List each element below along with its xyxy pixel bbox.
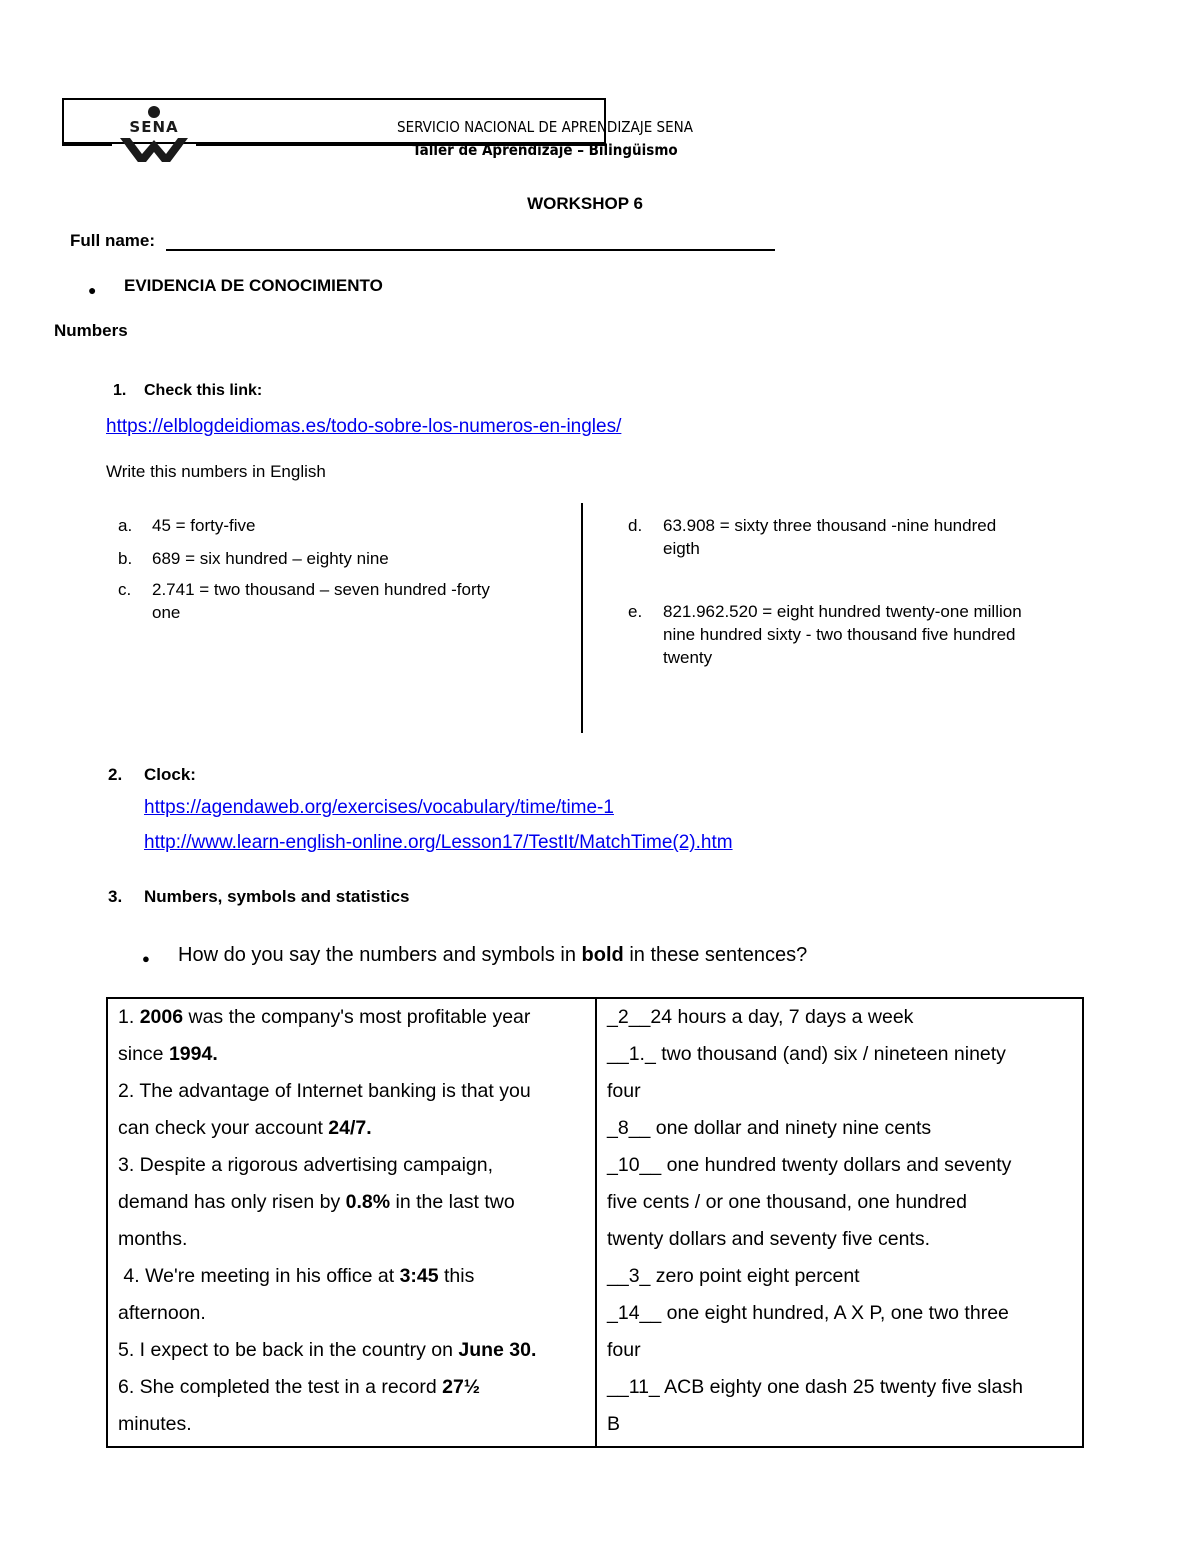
sentence-line (118, 1295, 585, 1332)
table-row (107, 998, 1083, 1447)
sentence-text: months. (118, 1228, 188, 1250)
sentences-cell (107, 998, 596, 1447)
q2-link-agendaweb[interactable]: https://agendaweb.org/exercises/vocabulary/time/time-1 (144, 797, 614, 818)
list-item-text: eigth (663, 539, 700, 558)
sentence-line (118, 1110, 585, 1147)
list-marker: e. (628, 602, 643, 621)
section-heading: EVIDENCIA DE CONOCIMIENTO (124, 276, 383, 295)
answer-line: __1._ two thousand (and) six / nineteen ninety (607, 1043, 1006, 1065)
sentence-line (118, 1036, 585, 1073)
sentence-line (118, 1073, 585, 1110)
sentence-text: was the company's most profitable year (183, 1006, 531, 1028)
sentence-line (118, 1184, 585, 1221)
q1-instruction: Write this numbers in English (106, 462, 326, 481)
q1-link[interactable]: https://elblogdeidiomas.es/todo-sobre-los-numeros-en-ingles/ (106, 416, 622, 437)
bullet-icon: ● (142, 951, 150, 966)
list-item-text: 63.908 = sixty three thousand -nine hundred (663, 516, 997, 535)
sentence-bold: 3:45 (399, 1265, 439, 1287)
sentence-line (118, 1147, 585, 1184)
column-divider (581, 503, 583, 733)
q3-label: Numbers, symbols and statistics (144, 887, 410, 906)
bullet-icon: ● (88, 282, 97, 298)
prompt-text: in these sentences? (623, 944, 808, 966)
list-item-text: twenty (663, 648, 713, 667)
logo-line-left (62, 144, 112, 146)
list-item-text: nine hundred sixty - two thousand five hundred (663, 625, 1016, 644)
sentence-text: 5. I expect to be back in the country on (118, 1339, 459, 1361)
q3-number: 3. (108, 887, 123, 906)
list-item-text: 689 = six hundred – eighty nine (152, 549, 389, 568)
full-name-field[interactable] (166, 249, 775, 251)
answer-line: five cents / or one thousand, one hundred (607, 1191, 967, 1213)
list-marker: b. (118, 549, 133, 568)
workshop-subtitle: Taller de Aprendizaje – Bilingüismo (412, 141, 678, 159)
q2-link-learn-english[interactable]: http://www.learn-english-online.org/Lesson17/TestIt/MatchTime(2).htm (144, 832, 733, 853)
answer-line: twenty dollars and seventy five cents. (607, 1228, 930, 1250)
sentence-line (118, 1221, 585, 1258)
sentence-bold: 0.8% (345, 1191, 391, 1213)
sena-logo (112, 104, 196, 166)
sentence-text: in the last two (390, 1191, 515, 1213)
sentence-text: demand has only risen by (118, 1191, 346, 1213)
answers-cell (596, 998, 1083, 1447)
sentence-text: can check your account (118, 1117, 329, 1139)
sentence-text: afternoon. (118, 1302, 206, 1324)
prompt-bold: bold (581, 944, 624, 966)
q1-label: Check this link: (144, 382, 263, 399)
sentence-text: this (438, 1265, 475, 1287)
answer-line: _14__ one eight hundred, A X P, one two three (607, 1302, 1009, 1324)
answer-line: _8__ one dollar and ninety nine cents (607, 1117, 932, 1139)
sentence-bold: 1994. (168, 1043, 218, 1065)
list-marker: c. (118, 580, 132, 599)
sentence-bold: 24/7. (328, 1117, 372, 1139)
sentence-text: minutes. (118, 1413, 192, 1435)
answer-line: __11_ ACB eighty one dash 25 twenty five slash (607, 1376, 1023, 1398)
q3-prompt (178, 944, 807, 967)
answer-line: four (607, 1339, 641, 1361)
q2-number: 2. (108, 765, 123, 784)
sentence-bold: June 30. (458, 1339, 537, 1361)
matching-table (106, 997, 1084, 1448)
sentence-line (118, 1406, 585, 1443)
sentence-text: 4. We're meeting in his office at (118, 1265, 400, 1287)
q1-number: 1. (113, 382, 127, 399)
numbers-heading: Numbers (54, 321, 128, 340)
sentence-text: 2. The advantage of Internet banking is that you (118, 1080, 531, 1102)
sentence-line (118, 1332, 585, 1369)
list-marker: d. (628, 516, 643, 535)
answer-line: _10__ one hundred twenty dollars and seventy (607, 1154, 1012, 1176)
sentence-text: 3. Despite a rigorous advertising campaign, (118, 1154, 494, 1176)
answer-line: _2__24 hours a day, 7 days a week (607, 1006, 914, 1028)
sentence-text: since (118, 1043, 169, 1065)
answer-line: B (607, 1413, 621, 1435)
sentence-line (118, 1258, 585, 1295)
sentence-text: 1. (118, 1006, 140, 1028)
sentence-bold: 27½ (442, 1376, 481, 1398)
answer-line: __3_ zero point eight percent (607, 1265, 860, 1287)
list-item-text: one (152, 603, 181, 622)
q2-label: Clock: (144, 765, 196, 784)
full-name-label: Full name: (70, 231, 156, 250)
sentence-line (118, 999, 585, 1036)
list-item-text: 45 = forty-five (152, 516, 256, 535)
institution-name: SERVICIO NACIONAL DE APRENDIZAJE SENA (397, 118, 693, 136)
answer-line: four (607, 1080, 641, 1102)
sentence-bold: 2006 (139, 1006, 184, 1028)
prompt-text: How do you say the numbers and symbols in (178, 944, 582, 966)
page-title: WORKSHOP 6 (527, 194, 643, 213)
list-marker: a. (118, 516, 133, 535)
logo-text: SENA (129, 118, 179, 136)
sentence-line (118, 1369, 585, 1406)
sentence-text: 6. She completed the test in a record (118, 1376, 443, 1398)
list-item-text: 2.741 = two thousand – seven hundred -forty (152, 580, 490, 599)
list-item-text: 821.962.520 = eight hundred twenty-one million (663, 602, 1022, 621)
